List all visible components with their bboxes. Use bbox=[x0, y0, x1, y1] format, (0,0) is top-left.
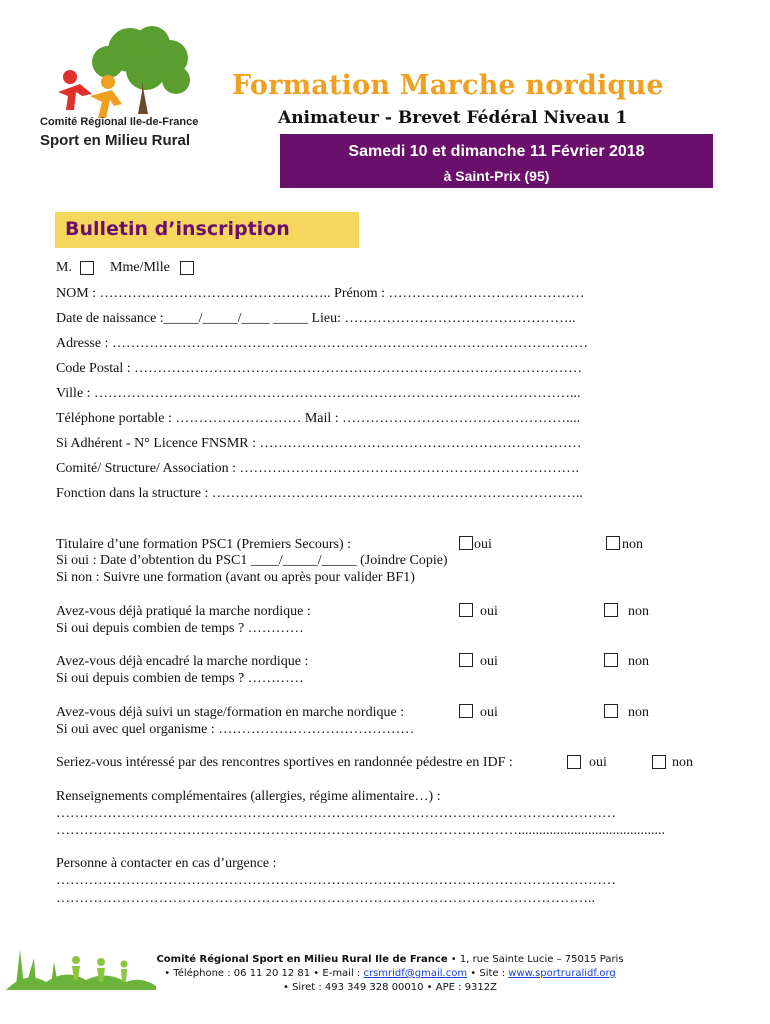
rencontres-oui-checkbox[interactable] bbox=[567, 755, 581, 769]
psc1-non-checkbox[interactable] bbox=[606, 536, 620, 550]
fonction-field[interactable]: Fonction dans la structure : …………………………………………………………………….. bbox=[56, 486, 583, 501]
nom-field[interactable]: NOM : ………………………………………….. Prénom : …………………………………… bbox=[56, 286, 585, 301]
rencontres-non-label: non bbox=[672, 755, 693, 770]
footer-phone: • Téléphone : 06 11 20 12 81 • E-mail : bbox=[164, 968, 364, 979]
date-banner bbox=[280, 134, 713, 188]
encadre-oui-checkbox[interactable] bbox=[459, 653, 473, 667]
pratique-question: Avez-vous déjà pratiqué la marche nordique : bbox=[56, 604, 311, 619]
date-line: Samedi 10 et dimanche 11 Février 2018 bbox=[348, 143, 645, 160]
psc1-oui-checkbox[interactable] bbox=[459, 536, 473, 550]
footer-site-link[interactable]: www.sportruralidf.org bbox=[508, 968, 616, 979]
urgence-line1[interactable]: ………………………………………………………………………………………………………… bbox=[56, 873, 616, 888]
civility-m-checkbox[interactable] bbox=[80, 261, 94, 275]
renseignements-line1[interactable]: ………………………………………………………………………………………………………… bbox=[56, 806, 616, 821]
encadre-question: Avez-vous déjà encadré la marche nordique : bbox=[56, 654, 309, 669]
footer-site-label: • Site : bbox=[467, 968, 509, 979]
pratique-duration-field[interactable]: Si oui depuis combien de temps ? ………… bbox=[56, 621, 304, 636]
encadre-non-label: non bbox=[628, 654, 649, 669]
pratique-oui-label: oui bbox=[480, 604, 498, 619]
renseignements-line2[interactable]: ……………………………………………………………………………………….......................................... bbox=[56, 823, 665, 838]
bulletin-heading-text: Bulletin d’inscription bbox=[65, 218, 290, 240]
logo-line1: Comité Régional Ile-de-France bbox=[40, 116, 199, 128]
psc1-non-label: non bbox=[622, 537, 643, 552]
stage-non-checkbox[interactable] bbox=[604, 704, 618, 718]
code-postal-field[interactable]: Code Postal : …………………………………………………………………………………… bbox=[56, 361, 583, 376]
renseignements-label: Renseignements complémentaires (allergies, régime alimentaire…) : bbox=[56, 789, 441, 804]
encadre-duration-field[interactable]: Si oui depuis combien de temps ? ………… bbox=[56, 671, 304, 686]
footer-email-link[interactable]: crsmridf@gmail.com bbox=[363, 968, 468, 979]
telephone-field[interactable]: Téléphone portable : ……………………… Mail : ………………………………………….... bbox=[56, 411, 581, 426]
page-subtitle: Animateur - Brevet Fédéral Niveau 1 bbox=[278, 108, 628, 128]
place-line: à Saint-Prix (95) bbox=[443, 168, 550, 184]
bulletin-heading bbox=[55, 212, 359, 248]
footer-org: Comité Régional Sport en Milieu Rural Ile de France bbox=[156, 954, 448, 965]
pratique-oui-checkbox[interactable] bbox=[459, 603, 473, 617]
stage-non-label: non bbox=[628, 705, 649, 720]
rencontres-non-checkbox[interactable] bbox=[652, 755, 666, 769]
ville-field[interactable]: Ville : …………………………………………………………………………………………... bbox=[56, 386, 581, 401]
pratique-non-label: non bbox=[628, 604, 649, 619]
civility-m-label: M. bbox=[56, 260, 72, 275]
rencontres-question: Seriez-vous intéressé par des rencontres sportives en randonnée pédestre en IDF : bbox=[56, 755, 513, 770]
psc1-non-note: Si non : Suivre une formation (avant ou après pour valider BF1) bbox=[56, 570, 415, 585]
encadre-oui-label: oui bbox=[480, 654, 498, 669]
footer-line1 bbox=[130, 954, 650, 965]
adherent-field[interactable]: Si Adhérent - N° Licence FNSMR : …………………………………………………………… bbox=[56, 436, 582, 451]
comite-field[interactable]: Comité/ Structure/ Association : ………………………………………………………………. bbox=[56, 461, 580, 476]
footer-address: • 1, rue Sainte Lucie – 75015 Paris bbox=[447, 954, 624, 965]
adresse-field[interactable]: Adresse : ………………………………………………………………………………………… bbox=[56, 336, 588, 351]
naissance-field[interactable]: Date de naissance :_____/_____/____ _____ Lieu: ………………………………………….. bbox=[56, 311, 576, 326]
psc1-question: Titulaire d’une formation PSC1 (Premiers Secours) : bbox=[56, 537, 352, 552]
civility-mme-checkbox[interactable] bbox=[180, 261, 194, 275]
footer-ids: • Siret : 493 349 328 00010 • APE : 9312Z bbox=[283, 982, 497, 993]
encadre-non-checkbox[interactable] bbox=[604, 653, 618, 667]
civility-mme-label: Mme/Mlle bbox=[110, 260, 170, 275]
stage-oui-checkbox[interactable] bbox=[459, 704, 473, 718]
rencontres-oui-label: oui bbox=[589, 755, 607, 770]
stage-question: Avez-vous déjà suivi un stage/formation en marche nordique : bbox=[56, 705, 405, 720]
footer-line2 bbox=[130, 968, 650, 979]
psc1-date-field[interactable]: Si oui : Date d’obtention du PSC1 ____/_____/_____ (Joindre Copie) bbox=[56, 553, 448, 568]
logo-line2: Sport en Milieu Rural bbox=[40, 132, 191, 149]
stage-oui-label: oui bbox=[480, 705, 498, 720]
psc1-oui-label: oui bbox=[474, 537, 492, 552]
urgence-line2[interactable]: …………………………………………………………………………………………………….. bbox=[56, 891, 595, 906]
pratique-non-checkbox[interactable] bbox=[604, 603, 618, 617]
stage-organisme-field[interactable]: Si oui avec quel organisme : …………………………………… bbox=[56, 722, 415, 737]
page-title: Formation Marche nordique bbox=[232, 70, 664, 101]
urgence-label: Personne à contacter en cas d’urgence : bbox=[56, 856, 277, 871]
